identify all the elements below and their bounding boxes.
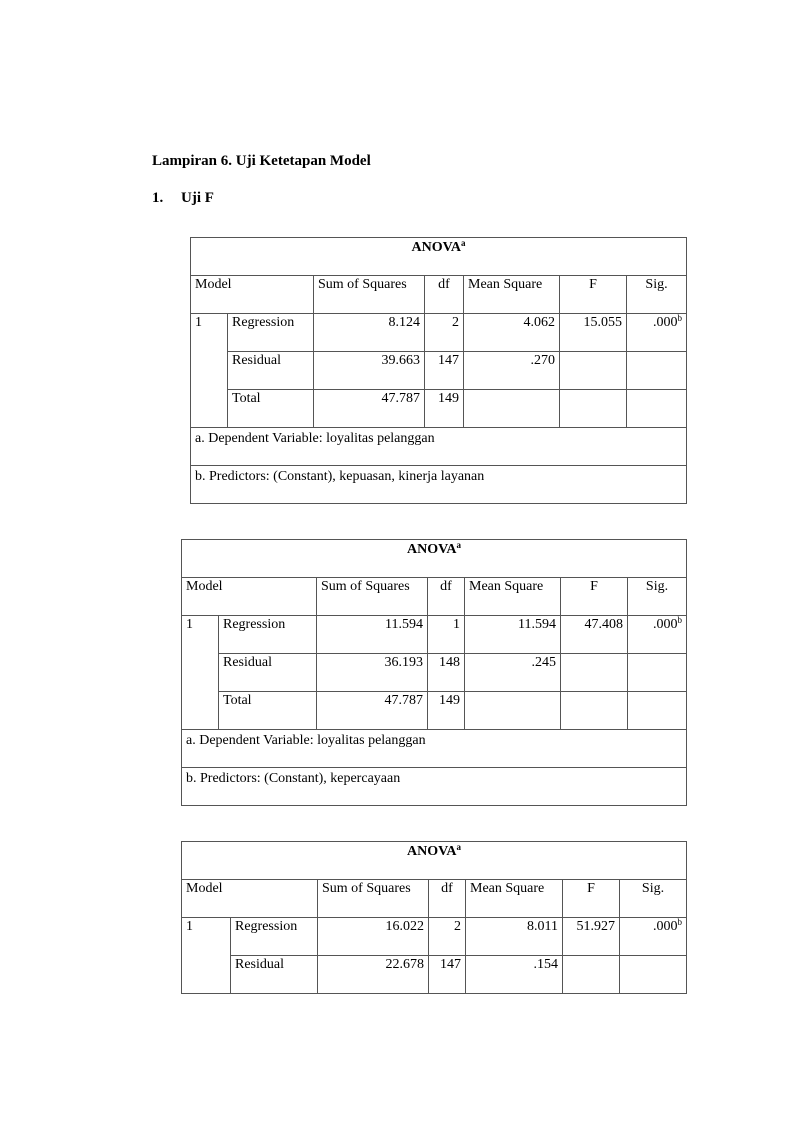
cell-f — [560, 352, 627, 390]
table-header-row — [182, 880, 687, 918]
row-label: Regression — [219, 616, 317, 654]
cell-ms: 11.594 — [465, 616, 561, 654]
header-sig: Sig. — [620, 880, 687, 918]
cell-f: 15.055 — [560, 314, 627, 352]
cell-ms: 4.062 — [464, 314, 560, 352]
row-label: Residual — [231, 956, 318, 994]
footnote-row — [182, 768, 687, 806]
cell-ms — [465, 692, 561, 730]
cell-sig — [627, 352, 687, 390]
footnote-dependent: a. Dependent Variable: loyalitas pelanggan — [182, 730, 687, 768]
title-superscript: a — [456, 842, 462, 852]
page-heading: Lampiran 6. Uji Ketetapan Model — [152, 153, 371, 169]
row-label: Regression — [228, 314, 314, 352]
cell-ss: 8.124 — [314, 314, 425, 352]
header-df: df — [428, 578, 465, 616]
table-title-row — [182, 540, 687, 578]
cell-f — [563, 956, 620, 994]
cell-f: 51.927 — [563, 918, 620, 956]
table-row — [191, 352, 687, 390]
footnote-row — [191, 466, 687, 504]
table-title: ANOVA$^a$ — [182, 842, 687, 880]
cell-sig: .000$^b$ — [620, 918, 687, 956]
table-title: ANOVA$^a$ — [191, 238, 687, 276]
cell-df: 148 — [428, 654, 465, 692]
cell-f — [560, 390, 627, 428]
header-df: df — [429, 880, 466, 918]
table-header-row — [191, 276, 687, 314]
row-label: Residual — [219, 654, 317, 692]
anova-table-1 — [190, 237, 687, 504]
table-header-row — [182, 578, 687, 616]
cell-df: 1 — [428, 616, 465, 654]
table-row — [191, 314, 687, 352]
table-row — [182, 956, 687, 994]
footnote-predictors: b. Predictors: (Constant), kepercayaan — [182, 768, 687, 806]
sig-superscript: b — [677, 615, 683, 625]
cell-ms: .270 — [464, 352, 560, 390]
cell-df: 147 — [425, 352, 464, 390]
row-label: Total — [228, 390, 314, 428]
cell-ss: 36.193 — [317, 654, 428, 692]
model-number: 1 — [191, 314, 228, 428]
sig-superscript: b — [677, 917, 683, 927]
anova-table-3 — [181, 841, 687, 994]
cell-sig — [620, 956, 687, 994]
header-model: Model — [182, 578, 317, 616]
cell-ms: .154 — [466, 956, 563, 994]
header-df: df — [425, 276, 464, 314]
table-row — [191, 390, 687, 428]
cell-ss: 39.663 — [314, 352, 425, 390]
header-sig: Sig. — [627, 276, 687, 314]
table-title-row — [182, 842, 687, 880]
header-sum-of-squares: Sum of Squares — [318, 880, 429, 918]
header-sum-of-squares: Sum of Squares — [317, 578, 428, 616]
header-mean-square: Mean Square — [464, 276, 560, 314]
cell-ms: 8.011 — [466, 918, 563, 956]
cell-df: 149 — [425, 390, 464, 428]
table-row — [182, 692, 687, 730]
cell-ss: 47.787 — [317, 692, 428, 730]
table-title: ANOVA$^a$ — [182, 540, 687, 578]
table-row — [182, 616, 687, 654]
cell-f — [561, 654, 628, 692]
cell-ss: 47.787 — [314, 390, 425, 428]
header-f: F — [561, 578, 628, 616]
model-number: 1 — [182, 918, 231, 994]
section-number: 1. — [152, 190, 164, 206]
table-row — [182, 654, 687, 692]
footnote-dependent: a. Dependent Variable: loyalitas pelanggan — [191, 428, 687, 466]
header-sig: Sig. — [628, 578, 687, 616]
cell-f: 47.408 — [561, 616, 628, 654]
header-f: F — [563, 880, 620, 918]
cell-ss: 11.594 — [317, 616, 428, 654]
title-superscript: a — [456, 540, 462, 550]
section-title: Uji F — [181, 190, 214, 206]
cell-ss: 22.678 — [318, 956, 429, 994]
footnote-row — [191, 428, 687, 466]
cell-df: 149 — [428, 692, 465, 730]
cell-df: 2 — [429, 918, 466, 956]
cell-sig — [627, 390, 687, 428]
header-sum-of-squares: Sum of Squares — [314, 276, 425, 314]
table-title-row — [191, 238, 687, 276]
table-row — [182, 918, 687, 956]
header-model: Model — [182, 880, 318, 918]
cell-sig: .000$^b$ — [628, 616, 687, 654]
footnote-predictors: b. Predictors: (Constant), kepuasan, kinerja layanan — [191, 466, 687, 504]
cell-ms: .245 — [465, 654, 561, 692]
cell-sig: .000$^b$ — [627, 314, 687, 352]
cell-sig — [628, 654, 687, 692]
row-label: Residual — [228, 352, 314, 390]
footnote-row — [182, 730, 687, 768]
model-number: 1 — [182, 616, 219, 730]
cell-sig — [628, 692, 687, 730]
row-label: Total — [219, 692, 317, 730]
header-mean-square: Mean Square — [466, 880, 563, 918]
title-superscript: a — [461, 238, 466, 248]
row-label: Regression — [231, 918, 318, 956]
anova-table-2 — [181, 539, 687, 806]
cell-df: 2 — [425, 314, 464, 352]
cell-ms — [464, 390, 560, 428]
header-mean-square: Mean Square — [465, 578, 561, 616]
cell-ss: 16.022 — [318, 918, 429, 956]
cell-f — [561, 692, 628, 730]
sig-superscript: b — [677, 313, 683, 323]
cell-df: 147 — [429, 956, 466, 994]
header-f: F — [560, 276, 627, 314]
header-model: Model — [191, 276, 314, 314]
